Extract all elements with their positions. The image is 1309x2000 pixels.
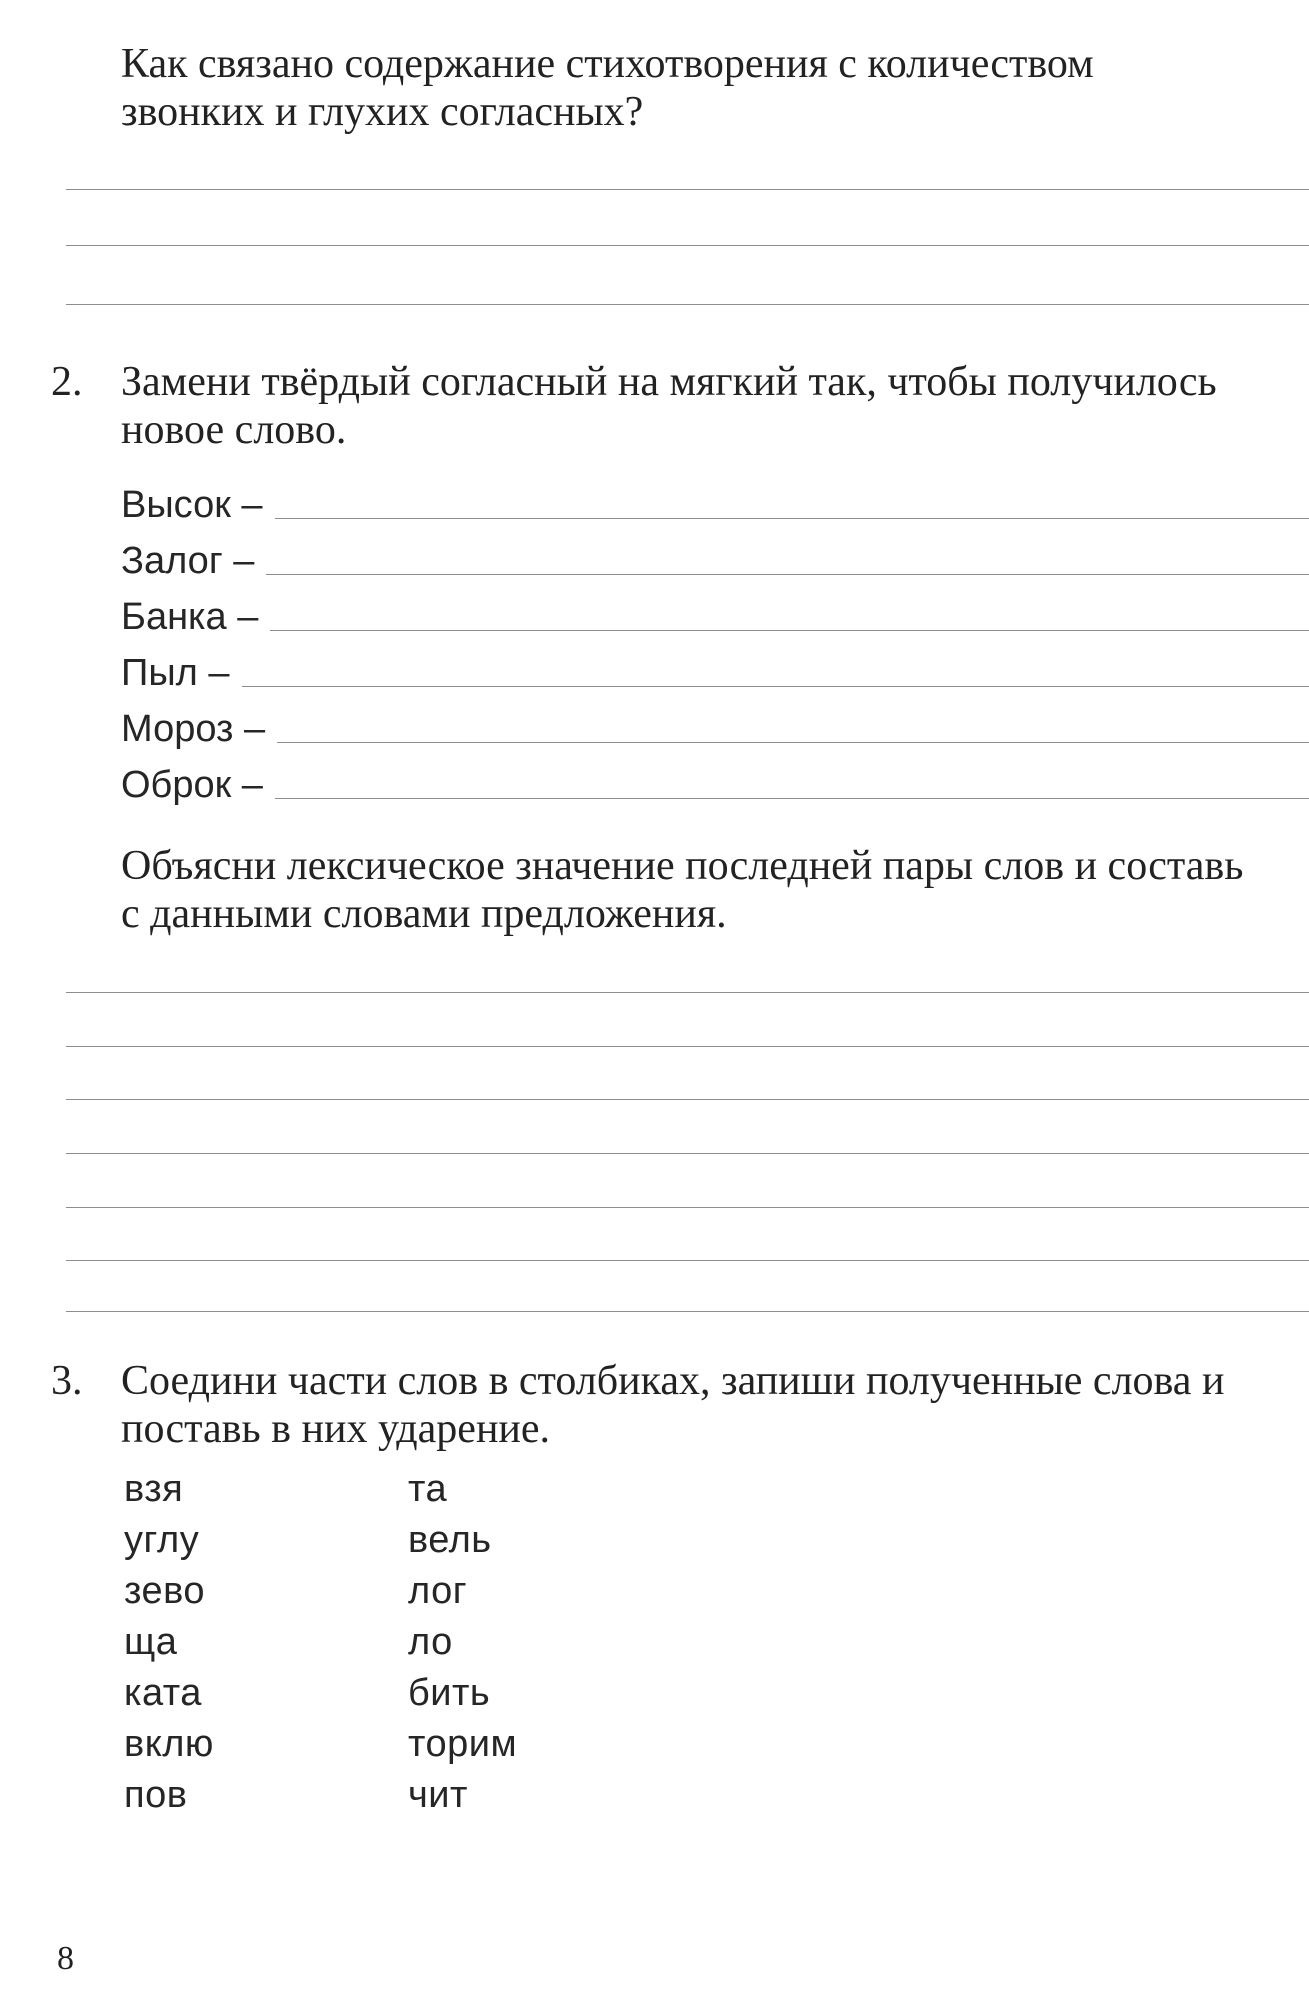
- syllable-right: торим: [408, 1723, 518, 1765]
- answer-blank: [275, 518, 1309, 519]
- syllable-left: ща: [124, 1621, 178, 1663]
- syllable-left: пов: [124, 1774, 188, 1816]
- answer-line: [66, 245, 1309, 246]
- answer-line: [66, 1153, 1309, 1154]
- task-3-prompt-line: Соедини части слов в столбиках, запиши полученные слова и: [121, 1358, 1225, 1404]
- syllable-left: взя: [124, 1468, 184, 1510]
- syllable-right: чит: [408, 1774, 468, 1816]
- answer-blank: [266, 574, 1309, 575]
- answer-blank: [242, 686, 1309, 687]
- syllable-right: вель: [408, 1519, 492, 1561]
- word-label: Оброк –: [121, 764, 263, 806]
- word-label: Мороз –: [121, 708, 266, 750]
- syllable-right: бить: [408, 1672, 491, 1714]
- syllable-left: углу: [124, 1519, 200, 1561]
- word-row: [121, 763, 1309, 807]
- answer-blank: [275, 798, 1309, 799]
- task-2-followup: [121, 842, 1243, 938]
- syllable-left: ката: [124, 1672, 202, 1714]
- intro-question: [121, 40, 1094, 136]
- intro-question-line: звонких и глухих согласных?: [121, 89, 644, 135]
- task-3-prompt-line: поставь в них ударение.: [121, 1406, 551, 1452]
- answer-line: [66, 1311, 1309, 1312]
- word-row: [121, 707, 1309, 751]
- syllable-right: лог: [408, 1570, 468, 1612]
- syllable-right: ло: [408, 1621, 453, 1663]
- syllable-left: вклю: [124, 1723, 214, 1765]
- syllable-column-left: [124, 1464, 214, 1821]
- answer-blank: [270, 630, 1309, 631]
- answer-line: [66, 304, 1309, 305]
- task-2-prompt: [121, 358, 1217, 454]
- page-number: 8: [57, 1940, 74, 1977]
- answer-line: [66, 1207, 1309, 1208]
- word-row: [121, 483, 1309, 527]
- answer-line: [66, 1260, 1309, 1261]
- syllable-right: та: [408, 1468, 448, 1510]
- word-label: Залог –: [121, 540, 255, 582]
- word-label: Пыл –: [121, 652, 230, 694]
- task-2-prompt-line: новое слово.: [121, 407, 347, 453]
- task-2-number: 2.: [51, 359, 83, 405]
- answer-line: [66, 189, 1309, 190]
- task-2-followup-line: с данными словами предложения.: [121, 891, 727, 937]
- intro-question-line: Как связано содержание стихотворения с количеством: [121, 41, 1094, 87]
- answer-blank: [277, 742, 1309, 743]
- syllable-left: зево: [124, 1570, 206, 1612]
- word-row: [121, 595, 1309, 639]
- answer-line: [66, 1046, 1309, 1047]
- task-2-followup-line: Объясни лексическое значение последней пары слов и составь: [121, 843, 1244, 889]
- task-2-prompt-line: Замени твёрдый согласный на мягкий так, чтобы получилось: [121, 359, 1217, 405]
- word-label: Банка –: [121, 596, 259, 638]
- answer-line: [66, 992, 1309, 993]
- word-row: [121, 651, 1309, 695]
- syllable-column-right: [408, 1464, 517, 1821]
- task-3-prompt: [121, 1357, 1224, 1453]
- answer-line: [66, 1099, 1309, 1100]
- task-3-number: 3.: [51, 1358, 83, 1404]
- word-label: Высок –: [121, 484, 263, 526]
- word-row: [121, 539, 1309, 583]
